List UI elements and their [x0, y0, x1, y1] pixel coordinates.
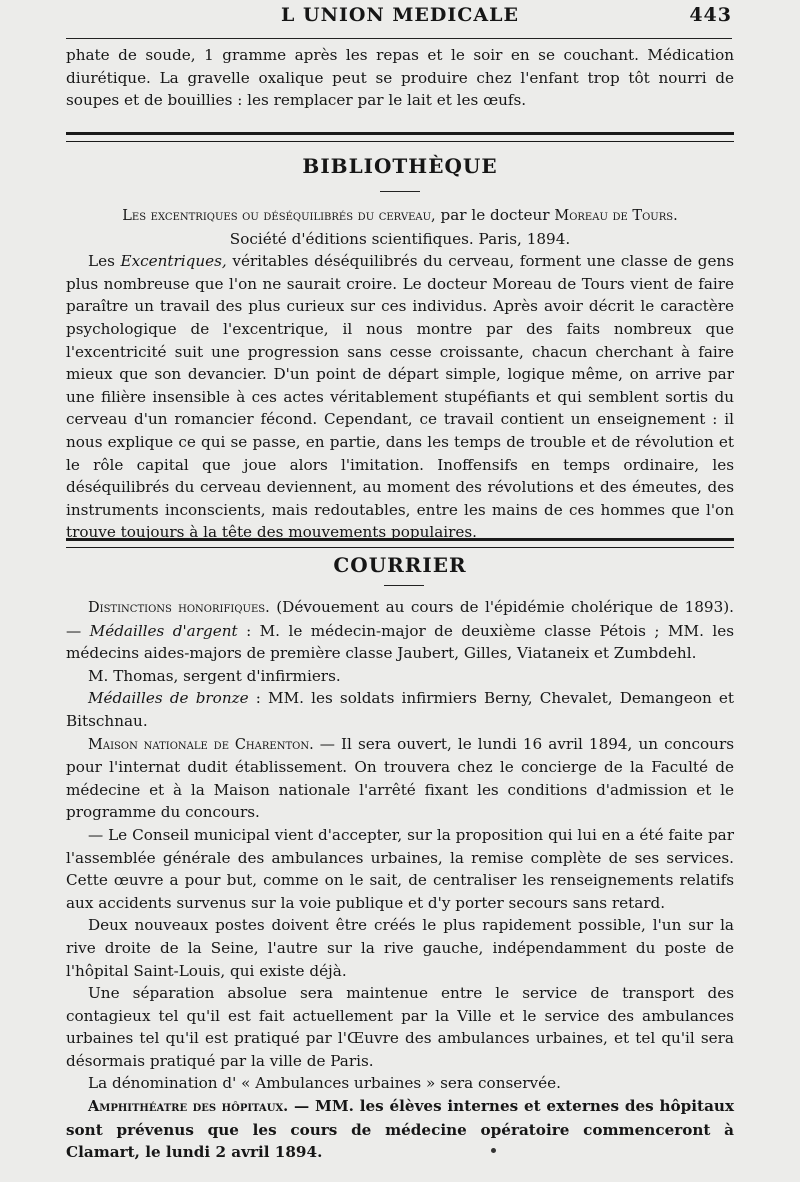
distinctions-text: (Dévouement au cours de l'épidémie cholérique de 1893). —: [66, 598, 734, 640]
distinctions-heading: Distinctions honorifiques.: [88, 600, 270, 616]
courrier-section: [66, 596, 734, 1164]
journal-title: L UNION MEDICALE: [281, 4, 519, 26]
section-divider-2: [66, 538, 734, 548]
section-divider-1: [66, 132, 734, 142]
review-italic: Excentriques,: [120, 252, 227, 271]
charenton-heading: Maison nationale de Charenton.: [88, 736, 314, 753]
distinctions-paragraph: [66, 596, 734, 665]
amphitheatre-paragraph: [66, 1095, 734, 1164]
review-start: Les: [88, 252, 115, 271]
courrier-title: COURRIER: [333, 553, 467, 577]
postes-paragraph: Deux nouveaux postes doivent être créés le plus rapidement possible, l'un sur la rive droite de la Seine, l'autre sur la rive gauche, indépendamment du poste de l'hôpital Saint-Louis, qui existe déjà.: [66, 916, 734, 980]
separation-paragraph: Une séparation absolue sera maintenue entre le service de transport des contagieux tel qu'il est fait actuellement par la Ville et le service des ambulances urbaines tel qu'il est pratiqué par l'Œuvre des ambulances urbaines, et tel qu'il sera désormais pratiqué par la ville de Paris.: [66, 984, 734, 1070]
thomas-paragraph: M. Thomas, sergent d'infirmiers.: [88, 666, 341, 685]
charenton-paragraph: [66, 733, 734, 824]
book-title: Les excentriques ou déséquilibrés du cerveau,: [122, 208, 436, 224]
amphitheatre-text: — MM. les élèves internes et externes des hôpitaux sont prévenus que les cours de médecine opératoire commenceront à Clamart, le lundi 2 avril 1894.: [66, 1097, 735, 1162]
review-text: véritables déséquilibrés du cerveau, forment une classe de gens plus nombreuse que l'on ne saurait croire. Le docteur Moreau de Tours vient de faire paraître un travail des plus curieux sur ces individus. Après avoir décrit le caractère psychologique de l'excentrique, il nous montre par des faits nombreux que l'excentricité suit une progression sans cesse croissante, chacun cherchant à faire mieux que son devancier. D'un point de départ simple, logique même, on arrive par une filière insensible à ces actes véritablement stupéfiants et qui semblent sortis du cerveau d'un romancier fécond. Cependant, ce travail contient un enseignement : il nous explique ce qui se passe, en partie, dans les temps de trouble et de révolution et le rôle capital que joue alors l'imitation. Inoffensifs en temps ordinaire, les déséquilibrés du cerveau deviennent, au moment des révolutions et des émeutes, des instruments inconscients, mais redoutables, entre les mains de ces hommes que l'on trouve toujours à la tête des mouvements populaires.: [66, 252, 735, 542]
bibliotheque-title: BIBLIOTHÈQUE: [302, 154, 498, 178]
bronze-medals-text: : MM. les soldats infirmiers Berny, Chevalet, Demangeon et Bitschnau.: [66, 689, 734, 730]
top-text: phate de soude, 1 gramme après les repas et le soir en se couchant. Médication diurétique. La gravelle oxalique peut se produire chez l'enfant trop tôt nourri de soupes et de bouillies : les remplacer par le lait et les œufs.: [66, 46, 734, 110]
silver-medals-label: Médailles d'argent: [89, 621, 238, 640]
review-paragraph: [66, 250, 734, 544]
book-reference: [66, 204, 734, 228]
silver-medals-text: : M. le médecin-major de deuxième classe Pétois ; MM. les médecins aides-majors de première classe Jaubert, Gilles, Viataneix et Zumbdehl.: [66, 621, 735, 663]
header-rule: [66, 38, 732, 39]
page-mark: [491, 1148, 496, 1153]
bibliotheque-section: [66, 204, 734, 544]
title-underline-2: [384, 585, 424, 586]
running-header: [60, 2, 740, 32]
top-paragraph: [66, 44, 734, 112]
page-number: 443: [689, 4, 732, 26]
title-underline-1: [380, 191, 420, 192]
amphitheatre-heading: Amphithéatre des hôpitaux.: [88, 1098, 289, 1116]
book-publisher: Société d'éditions scientifiques. Paris, 1894.: [229, 229, 571, 248]
conseil-paragraph: — Le Conseil municipal vient d'accepter, sur la proposition qui lui en a été faite par l'assemblée générale des ambulances urbaines, la remise complète de ses services. Cette œuvre a pour but, comme on le sait, de centraliser les renseignements relatifs aux accidents survenus sur la voie publique et d'y porter secours sans retard.: [66, 825, 734, 912]
denomination-paragraph: La dénomination d' « Ambulances urbaines » sera conservée.: [88, 1074, 561, 1093]
book-author: Moreau de Tours.: [554, 208, 678, 224]
bronze-medals-label: Médailles de bronze: [88, 689, 249, 708]
bronze-paragraph: [66, 687, 734, 732]
charenton-text: — Il sera ouvert, le lundi 16 avril 1894, un concours pour l'internat dudit établissement. On trouvera chez le concierge de la Faculté de médecine et à la Maison nationale l'arrêté fixant les conditions d'admission et le programme du concours.: [66, 734, 735, 822]
book-author-prefix: par le docteur: [440, 206, 550, 224]
